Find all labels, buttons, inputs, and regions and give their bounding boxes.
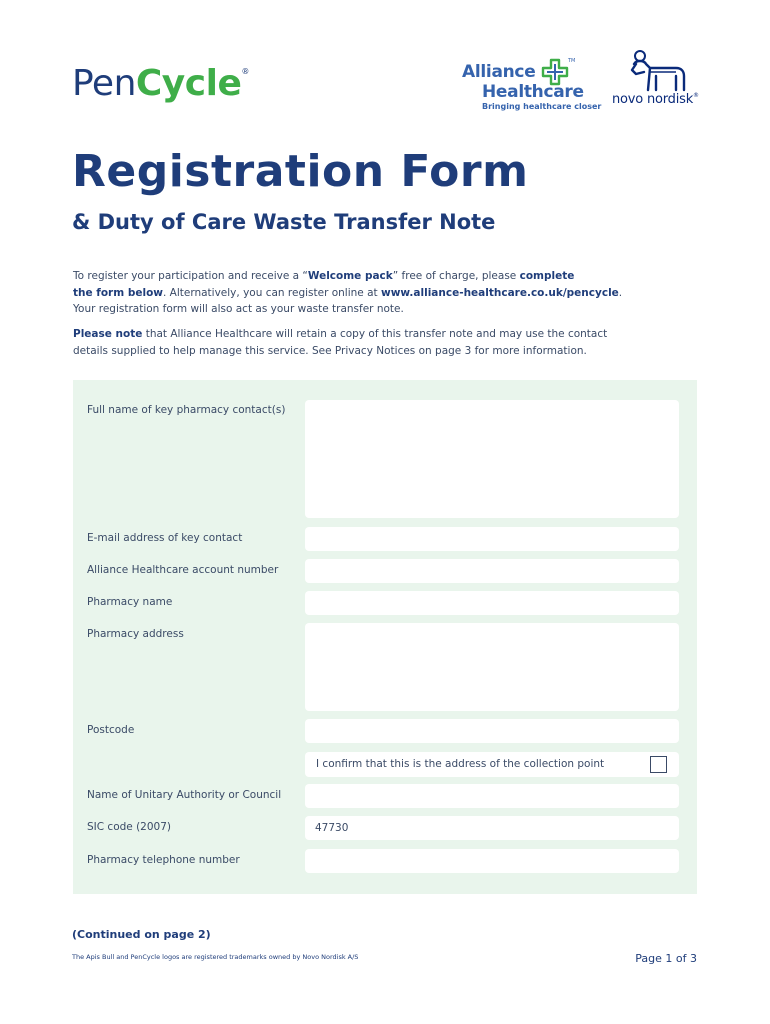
telephone-field[interactable]	[305, 849, 679, 873]
pharmacy-address-field[interactable]	[305, 623, 679, 711]
privacy-note	[73, 326, 633, 359]
intro-text-1: To register your participation and receive a “	[73, 270, 308, 282]
pencycle-logo-pen: Pen	[72, 63, 136, 104]
account-number-field[interactable]	[305, 559, 679, 583]
pencycle-logo-cycle: Cycle	[135, 63, 242, 104]
alliance-logo-line2: Healthcare	[482, 82, 584, 102]
intro-url-link[interactable]: www.alliance-healthcare.co.uk/pencycle	[381, 286, 619, 299]
postcode-label: Postcode	[87, 724, 135, 736]
continued-note: (Continued on page 2)	[72, 928, 211, 941]
alliance-healthcare-logo	[462, 58, 602, 114]
registration-form-panel	[73, 380, 697, 894]
council-field[interactable]	[305, 784, 679, 808]
page-title: Registration Form	[72, 146, 529, 197]
account-number-label: Alliance Healthcare account number	[87, 564, 279, 576]
alliance-logo-tagline: Bringing healthcare closer	[482, 102, 602, 111]
intro-text-2: ” free of charge, please	[392, 270, 520, 282]
email-field[interactable]	[305, 527, 679, 551]
alliance-logo-tm: TM	[568, 58, 576, 64]
intro-form-below: the form below	[73, 286, 163, 299]
apis-bull-icon	[626, 50, 690, 92]
novo-nordisk-text: novo nordisk	[612, 92, 694, 107]
sic-code-field[interactable]: 47730	[305, 816, 679, 840]
trademark-notice: The Apis Bull and PenCycle logos are registered trademarks owned by Novo Nordisk A/S	[72, 953, 359, 961]
intro-text-5: Your registration form will also act as your waste transfer note.	[73, 303, 404, 315]
pharmacy-address-label: Pharmacy address	[87, 628, 184, 640]
contact-name-label: Full name of key pharmacy contact(s)	[87, 404, 286, 416]
note-text: that Alliance Healthcare will retain a copy of this transfer note and may use the contact details supplied to help manage this service. See Privacy Notices on page 3 for more information.	[73, 328, 608, 357]
note-bold: Please note	[73, 328, 143, 340]
telephone-label: Pharmacy telephone number	[87, 854, 240, 866]
intro-complete: complete	[519, 270, 575, 282]
page-subtitle: & Duty of Care Waste Transfer Note	[72, 210, 496, 234]
postcode-field[interactable]	[305, 719, 679, 743]
novo-nordisk-wordmark	[612, 92, 699, 107]
sic-code-label: SIC code (2007)	[87, 821, 172, 833]
council-label: Name of Unitary Authority or Council	[87, 789, 282, 801]
page-number: Page 1 of 3	[635, 952, 697, 965]
intro-text-3: . Alternatively, you can register online at	[162, 286, 381, 299]
contact-name-field[interactable]	[305, 400, 679, 518]
collection-point-confirm-text: I confirm that this is the address of the collection point	[316, 758, 605, 770]
intro-paragraph	[73, 268, 633, 318]
novo-nordisk-reg: ®	[693, 92, 699, 99]
email-label: E-mail address of key contact	[87, 532, 243, 544]
pharmacy-name-label: Pharmacy name	[87, 596, 173, 608]
novo-nordisk-logo	[612, 50, 704, 112]
collection-point-checkbox[interactable]	[650, 756, 667, 773]
pharmacy-name-field[interactable]	[305, 591, 679, 615]
alliance-logo-line1: Alliance	[462, 62, 536, 82]
intro-welcome-pack: Welcome pack	[307, 270, 393, 282]
collection-point-confirm-row	[305, 752, 679, 777]
pencycle-logo-reg: ®	[241, 67, 249, 76]
pencycle-logo	[72, 63, 249, 104]
intro-text-4: .	[618, 286, 623, 299]
